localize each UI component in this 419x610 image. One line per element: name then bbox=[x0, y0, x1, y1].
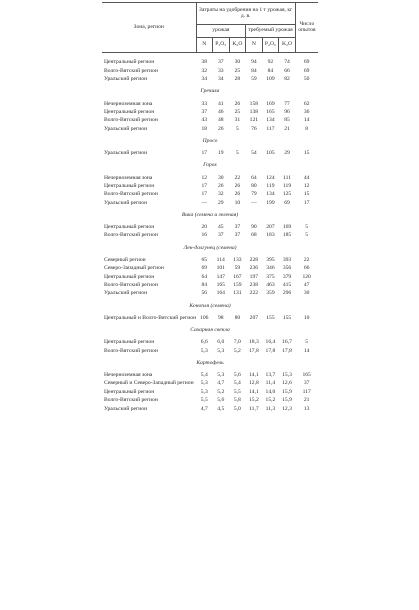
value-cell: 80 bbox=[234, 314, 241, 321]
value-cell: 69 bbox=[303, 67, 310, 74]
value-cell: 14,1 bbox=[248, 388, 259, 395]
value-cell: 12,6 bbox=[282, 380, 292, 387]
region-name-cell: Нечерноземная зона bbox=[104, 174, 153, 181]
value-cell: 10 bbox=[303, 314, 310, 321]
value-cell: 197 bbox=[249, 273, 259, 280]
region-name-cell: Уральский регион bbox=[104, 76, 148, 83]
table-row bbox=[102, 380, 318, 388]
value-cell: 16,4 bbox=[265, 339, 276, 346]
value-cell: 5,3 bbox=[200, 380, 208, 387]
table-row bbox=[102, 232, 318, 240]
region-name-cell: Уральский регион bbox=[104, 290, 148, 297]
value-cell: 69 bbox=[201, 265, 208, 272]
value-cell: 17 bbox=[201, 182, 208, 189]
value-cell: 5,5 bbox=[233, 388, 241, 395]
crop-section-title: Сахарная свекла bbox=[190, 327, 230, 334]
value-cell: 10 bbox=[234, 199, 241, 206]
value-cell: 8 bbox=[305, 125, 309, 132]
value-cell: 165 bbox=[266, 108, 275, 115]
value-cell: 5,3 bbox=[217, 347, 225, 354]
value-cell: 5 bbox=[305, 232, 309, 239]
value-cell: 133 bbox=[233, 256, 242, 263]
nutrient-header: K₂O bbox=[279, 38, 296, 53]
value-cell: 5,6 bbox=[217, 397, 225, 404]
region-name-cell: Волго-Вятский регион bbox=[104, 347, 158, 354]
value-cell: 131 bbox=[233, 290, 242, 297]
table-row bbox=[102, 224, 318, 232]
value-cell: 16 bbox=[201, 232, 208, 239]
crop-section-title: Лен-долгунец (семена) bbox=[183, 244, 237, 251]
value-cell: 375 bbox=[266, 273, 275, 280]
value-cell: 26 bbox=[234, 191, 241, 198]
value-cell: 11,7 bbox=[249, 405, 259, 412]
value-cell: 207 bbox=[249, 314, 259, 321]
value-cell: 14 bbox=[303, 117, 310, 124]
value-cell: 169 bbox=[282, 224, 292, 231]
value-cell: 5,3 bbox=[217, 371, 225, 378]
table-row bbox=[102, 109, 318, 117]
table-row bbox=[102, 117, 318, 125]
value-cell: 41 bbox=[217, 100, 224, 107]
value-cell: 26 bbox=[234, 182, 241, 189]
value-cell: 17 bbox=[201, 191, 208, 198]
value-cell: 17,8 bbox=[282, 347, 292, 354]
table-row bbox=[102, 282, 318, 290]
crop-section-title: Конопля (семена) bbox=[189, 302, 231, 309]
value-cell: 16,7 bbox=[282, 339, 292, 346]
value-cell: 96 bbox=[284, 108, 290, 115]
value-cell: 5 bbox=[235, 150, 239, 157]
value-cell: 4,5 bbox=[217, 405, 225, 412]
value-cell: 26 bbox=[217, 125, 224, 132]
region-name-cell: Центральный регион bbox=[104, 388, 155, 395]
value-cell: 33 bbox=[217, 67, 224, 74]
value-cell: 11,3 bbox=[265, 405, 276, 412]
value-cell: 54 bbox=[251, 150, 257, 157]
value-cell: 30 bbox=[234, 59, 241, 66]
value-cell: 44 bbox=[303, 174, 310, 181]
table-row bbox=[102, 265, 318, 273]
crop-section-title: Гречиха bbox=[200, 88, 220, 95]
crop-section-header bbox=[102, 298, 318, 314]
value-cell: 47 bbox=[303, 282, 310, 289]
region-name-cell: Центральный и Волго-Вятский регион bbox=[104, 314, 197, 321]
crop-section-header bbox=[102, 134, 318, 150]
value-cell: 15 bbox=[303, 191, 310, 198]
value-cell: 69 bbox=[303, 59, 310, 66]
value-cell: 14 bbox=[303, 347, 310, 354]
value-cell: 19 bbox=[217, 150, 224, 157]
region-name-cell: Северный регион bbox=[104, 256, 146, 263]
value-cell: 12 bbox=[201, 174, 208, 181]
value-cell: 5,6 bbox=[233, 371, 241, 378]
table-row bbox=[102, 314, 318, 322]
table-row bbox=[102, 347, 318, 355]
value-cell: 165 bbox=[216, 282, 225, 289]
value-cell: 111 bbox=[283, 174, 292, 181]
value-cell: 64 bbox=[201, 273, 208, 280]
table-row bbox=[102, 397, 318, 405]
table-row bbox=[102, 100, 318, 108]
value-cell: 66 bbox=[284, 67, 290, 74]
value-cell: 76 bbox=[251, 125, 257, 132]
value-cell: 37 bbox=[234, 224, 241, 231]
value-cell: 164 bbox=[216, 290, 225, 297]
value-cell: 15,2 bbox=[265, 397, 276, 404]
table-body bbox=[102, 53, 318, 414]
region-name-cell: Центральный регион bbox=[104, 59, 155, 66]
value-cell: 98 bbox=[217, 314, 224, 321]
value-cell: 26 bbox=[234, 100, 241, 107]
value-cell: 121 bbox=[249, 117, 259, 124]
value-cell: 17 bbox=[303, 199, 310, 206]
table-row bbox=[102, 191, 318, 199]
region-name-cell: Северо-Западный регион bbox=[104, 265, 164, 272]
value-cell: 167 bbox=[233, 273, 242, 280]
value-cell: 12,8 bbox=[248, 380, 259, 387]
value-cell: 346 bbox=[266, 265, 275, 272]
value-cell: 69 bbox=[284, 199, 290, 206]
value-cell: 117 bbox=[266, 125, 275, 132]
value-cell: 94 bbox=[251, 59, 257, 66]
value-cell: 85 bbox=[284, 117, 290, 124]
nutrient-header: K₂O bbox=[229, 38, 246, 53]
value-cell: 6,0 bbox=[217, 339, 225, 346]
region-name-cell: Центральный регион bbox=[104, 273, 155, 280]
value-cell: 159 bbox=[233, 282, 242, 289]
value-cell: 395 bbox=[266, 256, 275, 263]
value-cell: 17,8 bbox=[265, 347, 276, 354]
table-row bbox=[102, 174, 318, 182]
value-cell: 117 bbox=[302, 388, 311, 395]
subgroup-1-header: урожая bbox=[196, 25, 246, 38]
value-cell: 45 bbox=[217, 224, 224, 231]
value-cell: 84 bbox=[251, 67, 257, 74]
value-cell: 15,9 bbox=[282, 397, 292, 404]
value-cell: 5,8 bbox=[233, 397, 241, 404]
value-cell: 185 bbox=[282, 232, 292, 239]
value-cell: 463 bbox=[266, 282, 275, 289]
table-row bbox=[102, 290, 318, 298]
value-cell: — bbox=[201, 199, 208, 206]
main-group-header: Затраты на удобрения на 1 т урожая, кг д. в. bbox=[196, 3, 295, 25]
value-cell: 33 bbox=[201, 100, 208, 107]
value-cell: 20 bbox=[201, 224, 208, 231]
crop-section-title: Картофель bbox=[196, 359, 224, 366]
region-name-cell: Волго-Вятский регион bbox=[104, 282, 158, 289]
value-cell: 74 bbox=[284, 59, 290, 66]
value-cell: 15,3 bbox=[282, 371, 292, 378]
value-cell: 66 bbox=[303, 265, 310, 272]
value-cell: 17,8 bbox=[248, 347, 259, 354]
value-cell: 34 bbox=[201, 76, 208, 83]
region-name-cell: Уральский регион bbox=[104, 405, 148, 412]
fertilizer-table bbox=[102, 2, 318, 414]
value-cell: 59 bbox=[234, 265, 241, 272]
crop-section-header bbox=[102, 323, 318, 339]
region-name-cell: Волго-Вятский регион bbox=[104, 117, 158, 124]
value-cell: 77 bbox=[284, 100, 290, 107]
crop-section-title: Горох bbox=[203, 162, 217, 169]
nutrient-header: N bbox=[246, 38, 262, 53]
value-cell: 59 bbox=[251, 76, 257, 83]
value-cell: 207 bbox=[266, 224, 275, 231]
value-cell: 359 bbox=[266, 290, 275, 297]
value-cell: 13,7 bbox=[265, 371, 276, 378]
region-name-cell: Уральский регион bbox=[104, 150, 148, 157]
value-cell: 120 bbox=[302, 273, 311, 280]
value-cell: 32 bbox=[217, 191, 224, 198]
value-cell: 147 bbox=[216, 273, 225, 280]
region-column-header: Зона, регион bbox=[102, 3, 196, 53]
value-cell: 155 bbox=[266, 314, 275, 321]
crop-section-title: Вика (семена и зеленая) bbox=[181, 211, 239, 218]
value-cell: 14,0 bbox=[265, 388, 276, 395]
value-cell: 183 bbox=[266, 232, 275, 239]
nutrient-header: P₂O₅ bbox=[212, 38, 229, 53]
region-name-cell: Уральский регион bbox=[104, 199, 148, 206]
value-cell: 14,1 bbox=[248, 371, 259, 378]
value-cell: 25 bbox=[234, 67, 241, 74]
value-cell: 37 bbox=[217, 59, 224, 66]
region-name-cell: Волго-Вятский регион bbox=[104, 232, 158, 239]
value-cell: 65 bbox=[201, 256, 208, 263]
value-cell: 15 bbox=[303, 150, 310, 157]
value-cell: 43 bbox=[201, 117, 208, 124]
value-cell: 415 bbox=[282, 282, 292, 289]
value-cell: 155 bbox=[282, 314, 292, 321]
value-cell: 228 bbox=[249, 256, 259, 263]
value-cell: 12 bbox=[303, 182, 310, 189]
value-cell: 68 bbox=[251, 232, 257, 239]
region-name-cell: Волго-Вятский регион bbox=[104, 191, 158, 198]
region-name-cell: Центральный регион bbox=[104, 182, 155, 189]
value-cell: 5,4 bbox=[233, 380, 241, 387]
region-name-cell: Волго-Вятский регион bbox=[104, 67, 158, 74]
crop-section-header bbox=[102, 158, 318, 174]
value-cell: 48 bbox=[217, 117, 224, 124]
value-cell: 37 bbox=[217, 232, 224, 239]
value-cell: 92 bbox=[267, 59, 274, 66]
value-cell: 5,4 bbox=[200, 371, 208, 378]
crop-section-header bbox=[102, 208, 318, 224]
value-cell: 125 bbox=[282, 191, 292, 198]
value-cell: 84 bbox=[201, 282, 208, 289]
crop-section-title: Просо bbox=[202, 137, 218, 144]
value-cell: 5 bbox=[305, 339, 309, 346]
value-cell: 31 bbox=[234, 117, 241, 124]
region-name-cell: Центральный регион bbox=[104, 224, 155, 231]
value-cell: 5 bbox=[235, 125, 239, 132]
value-cell: 11,4 bbox=[265, 380, 276, 387]
table-row bbox=[102, 388, 318, 396]
value-cell: 4,7 bbox=[217, 380, 225, 387]
value-cell: 22 bbox=[303, 256, 310, 263]
value-cell: 5,2 bbox=[233, 347, 241, 354]
value-cell: 18 bbox=[201, 125, 208, 132]
region-name-cell: Центральный регион bbox=[104, 108, 155, 115]
value-cell: 134 bbox=[266, 117, 275, 124]
value-cell: 90 bbox=[251, 224, 257, 231]
value-cell: 15,2 bbox=[248, 397, 259, 404]
value-cell: 138 bbox=[249, 108, 259, 115]
value-cell: 12,3 bbox=[282, 405, 292, 412]
value-cell: 84 bbox=[267, 67, 274, 74]
value-cell: 169 bbox=[266, 100, 275, 107]
table-row bbox=[102, 76, 318, 84]
value-cell: 134 bbox=[266, 191, 275, 198]
table-row bbox=[102, 372, 318, 380]
value-cell: 109 bbox=[266, 76, 275, 83]
crop-section-header bbox=[102, 356, 318, 372]
value-cell: 37 bbox=[234, 232, 241, 239]
experiments-count-header: Число опытов bbox=[295, 3, 318, 53]
value-cell: 64 bbox=[251, 174, 257, 181]
value-cell: 32 bbox=[201, 67, 208, 74]
value-cell: 22 bbox=[234, 174, 241, 181]
value-cell: 37 bbox=[303, 380, 310, 387]
value-cell: 114 bbox=[216, 256, 225, 263]
value-cell: 15,9 bbox=[282, 388, 292, 395]
value-cell: 13 bbox=[303, 405, 310, 412]
value-cell: 25 bbox=[234, 108, 241, 115]
value-cell: 5,0 bbox=[233, 405, 241, 412]
value-cell: 296 bbox=[282, 290, 292, 297]
table-row bbox=[102, 273, 318, 281]
table-row bbox=[102, 150, 318, 158]
crop-section-header bbox=[102, 240, 318, 256]
value-cell: 238 bbox=[249, 282, 259, 289]
value-cell: 29 bbox=[284, 150, 290, 157]
value-cell: 7,0 bbox=[233, 339, 241, 346]
value-cell: 34 bbox=[217, 76, 224, 83]
value-cell: 29 bbox=[217, 199, 224, 206]
value-cell: 106 bbox=[200, 314, 209, 321]
region-name-cell: Нечерноземная зона bbox=[104, 100, 153, 107]
region-name-cell: Центральный регион bbox=[104, 339, 155, 346]
value-cell: 393 bbox=[282, 256, 292, 263]
value-cell: 37 bbox=[201, 108, 208, 115]
value-cell: 82 bbox=[284, 76, 290, 83]
value-cell: 5,2 bbox=[217, 388, 225, 395]
value-cell: 5,3 bbox=[200, 347, 208, 354]
value-cell: 199 bbox=[266, 199, 275, 206]
value-cell: 6,6 bbox=[200, 339, 208, 346]
value-cell: 80 bbox=[251, 182, 257, 189]
table-row bbox=[102, 67, 318, 75]
value-cell: 28 bbox=[234, 76, 241, 83]
table-row bbox=[102, 256, 318, 264]
value-cell: 5,3 bbox=[200, 388, 208, 395]
region-name-cell: Северный и Северо-Западный регион bbox=[104, 380, 194, 387]
value-cell: 38 bbox=[201, 59, 208, 66]
value-cell: 36 bbox=[303, 108, 310, 115]
table-row bbox=[102, 339, 318, 347]
value-cell: 158 bbox=[249, 100, 259, 107]
value-cell: 356 bbox=[282, 265, 292, 272]
region-name-cell: Уральский регион bbox=[104, 125, 148, 132]
value-cell: 26 bbox=[217, 182, 224, 189]
value-cell: 101 bbox=[216, 265, 225, 272]
nutrient-header: P₂O₅ bbox=[262, 38, 279, 53]
value-cell: 30 bbox=[303, 290, 310, 297]
value-cell: 222 bbox=[249, 290, 259, 297]
value-cell: 50 bbox=[303, 76, 310, 83]
value-cell: 105 bbox=[266, 150, 275, 157]
crop-section-header bbox=[102, 84, 318, 100]
value-cell: 21 bbox=[284, 125, 290, 132]
value-cell: 165 bbox=[302, 371, 311, 378]
table-row bbox=[102, 405, 318, 413]
value-cell: 236 bbox=[249, 265, 259, 272]
subgroup-2-header: требуемый урожая bbox=[246, 25, 296, 38]
nutrient-header: N bbox=[196, 38, 212, 53]
value-cell: 30 bbox=[217, 174, 224, 181]
value-cell: — bbox=[251, 199, 257, 206]
value-cell: 56 bbox=[201, 290, 208, 297]
region-name-cell: Нечерноземная зона bbox=[104, 371, 153, 378]
value-cell: 21 bbox=[303, 397, 310, 404]
table-row bbox=[102, 199, 318, 207]
value-cell: 79 bbox=[251, 191, 257, 198]
region-name-cell: Волго-Вятский регион bbox=[104, 397, 158, 404]
value-cell: 46 bbox=[217, 108, 224, 115]
value-cell: 5 bbox=[305, 224, 309, 231]
value-cell: 18,3 bbox=[248, 339, 259, 346]
value-cell: 4,7 bbox=[200, 405, 208, 412]
table-row bbox=[102, 125, 318, 133]
value-cell: 5,5 bbox=[200, 397, 208, 404]
table-row bbox=[102, 59, 318, 67]
value-cell: 62 bbox=[303, 100, 310, 107]
value-cell: 379 bbox=[282, 273, 292, 280]
table-row bbox=[102, 183, 318, 191]
value-cell: 17 bbox=[201, 150, 208, 157]
value-cell: 119 bbox=[282, 182, 292, 189]
value-cell: 124 bbox=[266, 174, 275, 181]
value-cell: 119 bbox=[266, 182, 275, 189]
